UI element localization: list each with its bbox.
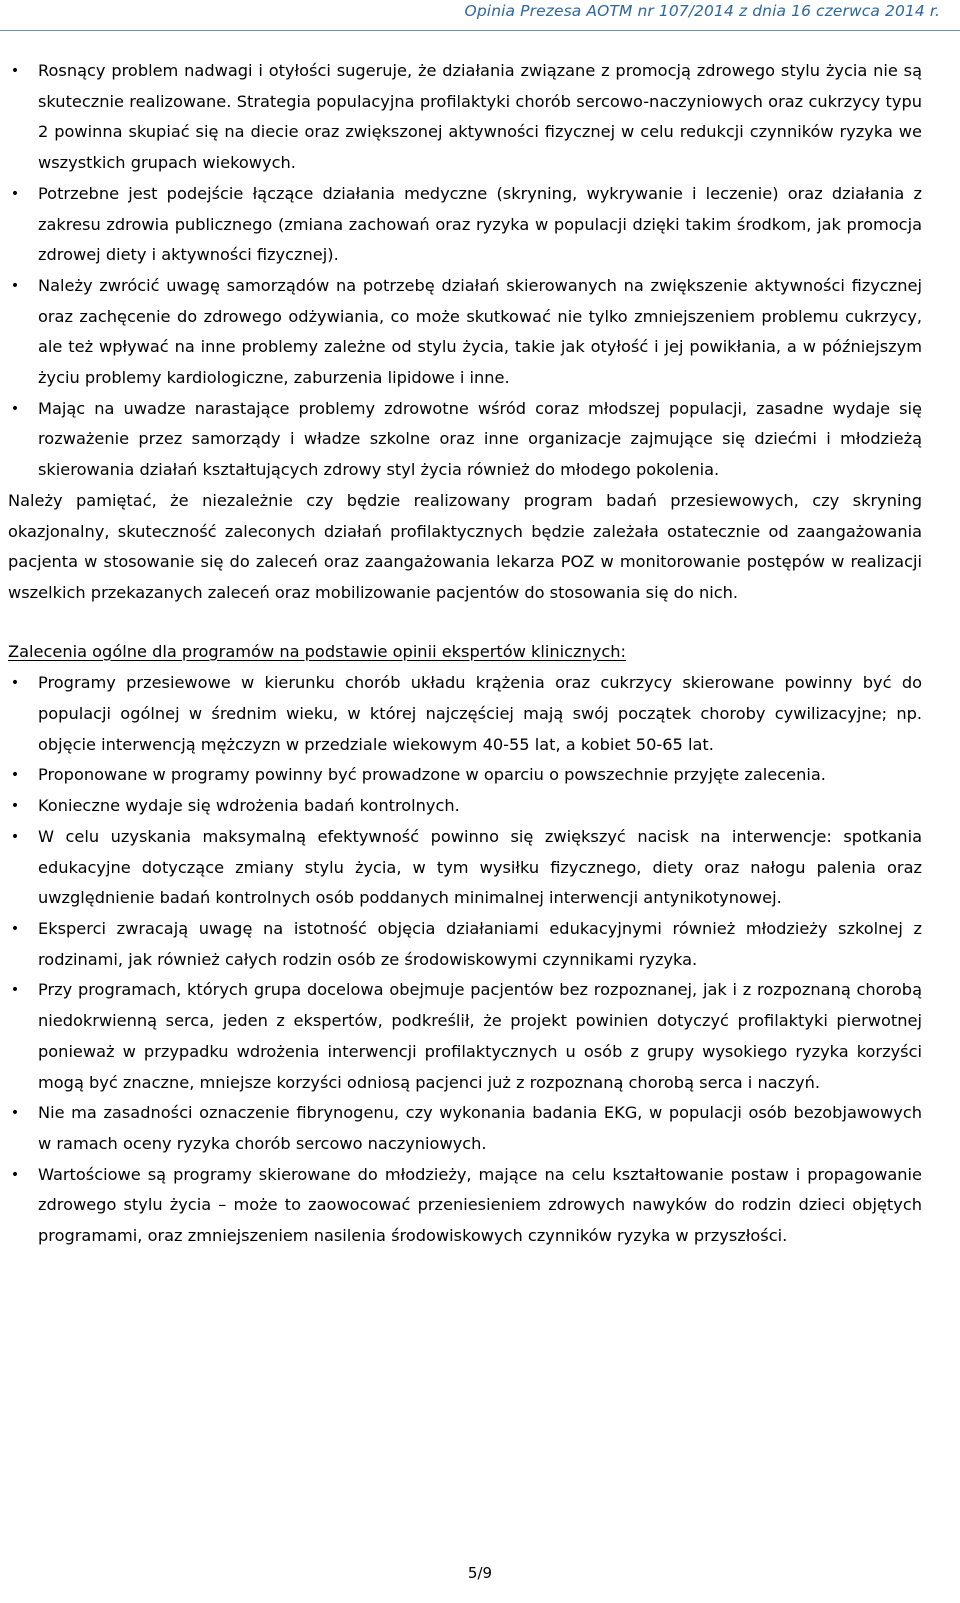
document-header-title: Opinia Prezesa AOTM nr 107/2014 z dnia 16 czerwca 2014 r. bbox=[464, 2, 940, 20]
list-item bbox=[8, 760, 922, 791]
list-item bbox=[8, 1098, 922, 1159]
bullet-list-top bbox=[8, 56, 922, 486]
list-item-text: Programy przesiewowe w kierunku chorób układu krążenia oraz cukrzycy skierowane powinny być do populacji ogólnej w średnim wieku, w której najczęściej mają swój początek choroby cywilizacyjne; np. objęcie interwencją mężczyzn w przedziale wiekowym 40-55 lat, a kobiet 50-65 lat. bbox=[38, 673, 922, 754]
bullet-icon: • bbox=[10, 920, 20, 937]
bullet-list-recommendations bbox=[8, 668, 922, 1251]
bullet-icon: • bbox=[10, 1105, 20, 1122]
list-item-text: Eksperci zwracają uwagę na istotność objęcia działaniami edukacyjnymi również młodzieży szkolnej z rodzinami, jak również całych rodzin osób ze środowiskowymi czynnikami ryzyka. bbox=[38, 918, 922, 969]
list-item-text: Przy programach, których grupa docelowa obejmuje pacjentów bez rozpoznanej, jak i z rozpoznaną chorobą niedokrwienną serca, jeden z ekspertów, podkreślił, że projekt powinien dotyczyć profilaktyki pierwotnej ponieważ w przypadku wdrożenia interwencji profilaktycznych u osób z grupy wysokiego ryzyka korzyści mogą być znaczne, mniejsze korzyści odniosą pacjenci już z rozpoznaną chorobą serca i naczyń. bbox=[38, 980, 922, 1092]
list-item-text: Należy zwrócić uwagę samorządów na potrzebę działań skierowanych na zwiększenie aktywności fizycznej oraz zachęcenie do zdrowego odżywiania, co może skutkować nie tylko zmniejszeniem problemu cukrzycy, ale też wpływać na inne problemy zależne od stylu życia, takie jak otyłość i jej powikłania, a w późniejszym życiu problemy kardiologiczne, zaburzenia lipidowe i inne. bbox=[38, 275, 922, 388]
list-item bbox=[8, 179, 922, 271]
bullet-icon: • bbox=[10, 63, 20, 79]
list-item-text: Konieczne wydaje się wdrożenia badań kontrolnych. bbox=[38, 796, 460, 816]
list-item-text: W celu uzyskania maksymalną efektywność powinno się zwiększyć nacisk na interwencje: spotkania edukacyjne dotyczące zmiany stylu życia, w tym wysiłku fizycznego, diety oraz nałogu palenia oraz uwzględnienie badań kontrolnych osób poddanych minimalnej interwencji antynikotynowej. bbox=[38, 826, 922, 908]
list-item-text: Nie ma zasadności oznaczenie fibrynogenu, czy wykonania badania EKG, w populacji osób bezobjawowych w ramach oceny ryzyka chorób sercowo naczyniowych. bbox=[38, 1103, 922, 1153]
bullet-icon: • bbox=[10, 767, 20, 784]
list-item-text: Rosnący problem nadwagi i otyłości sugeruje, że działania związane z promocją zdrowego stylu życia nie są skutecznie realizowane. Strategia populacyjna profilaktyki chorób sercowo-naczyniowych oraz cukrzycy typu 2 powinna skupiać się na diecie oraz zwiększonej aktywności fizycznej w celu redukcji czynników ryzyka we wszystkich grupach wiekowych. bbox=[38, 61, 922, 173]
list-item-text: Potrzebne jest podejście łączące działania medyczne (skryning, wykrywanie i leczenie) oraz działania z zakresu zdrowia publicznego (zmiana zachowań oraz ryzyka w populacji dzięki takim środkom, jak promocja zdrowej diety i aktywności fizycznej). bbox=[38, 183, 922, 265]
list-item bbox=[8, 1160, 922, 1252]
list-item-text: Wartościowe są programy skierowane do młodzieży, mające na celu kształtowanie postaw i propagowanie zdrowego stylu życia – może to zaowocować przeniesieniem zdrowych nawyków do rodzin dzieci objętych programami, oraz zmniejszeniem nasilenia środowiskowych czynników ryzyka w przyszłości. bbox=[38, 1164, 922, 1246]
section-heading: Zalecenia ogólne dla programów na podstawie opinii ekspertów klinicznych: bbox=[8, 641, 626, 661]
bullet-icon: • bbox=[10, 828, 20, 845]
header-divider bbox=[0, 30, 960, 31]
bullet-icon: • bbox=[10, 400, 20, 417]
document-body bbox=[8, 56, 922, 1252]
bullet-icon: • bbox=[10, 798, 20, 815]
bullet-icon: • bbox=[10, 1166, 20, 1183]
list-item bbox=[8, 394, 922, 486]
list-item-text: Mając na uwadze narastające problemy zdrowotne wśród coraz młodszej populacji, zasadne wydaje się rozważenie przez samorządy i władze szkolne oraz inne organizacje zajmujące się dziećmi i młodzieżą skierowania działań kształtujących zdrowy styl życia również do młodego pokolenia. bbox=[38, 398, 922, 480]
list-item bbox=[8, 975, 922, 1098]
bullet-icon: • bbox=[10, 675, 20, 692]
list-item bbox=[8, 914, 922, 975]
list-item-text: Proponowane w programy powinny być prowadzone w oparciu o powszechnie przyjęte zalecenia. bbox=[38, 765, 826, 785]
bullet-icon: • bbox=[10, 982, 20, 999]
bullet-icon: • bbox=[10, 277, 20, 294]
list-item bbox=[8, 271, 922, 394]
bullet-icon: • bbox=[10, 185, 20, 202]
list-item bbox=[8, 822, 922, 914]
list-item bbox=[8, 668, 922, 760]
body-paragraph: Należy pamiętać, że niezależnie czy będzie realizowany program badań przesiewowych, czy skryning okazjonalny, skuteczność zaleconych działań profilaktycznych będzie zależała ostatecznie od zaangażowania pacjenta w stosowanie się do zaleceń oraz zaangażowania lekarza POZ w monitorowanie postępów w realizacji wszelkich przekazanych zaleceń oraz mobilizowanie pacjentów do stosowania się do nich. bbox=[8, 490, 922, 602]
list-item bbox=[8, 791, 922, 822]
page-number: 5/9 bbox=[467, 1564, 493, 1582]
list-item bbox=[8, 56, 922, 179]
